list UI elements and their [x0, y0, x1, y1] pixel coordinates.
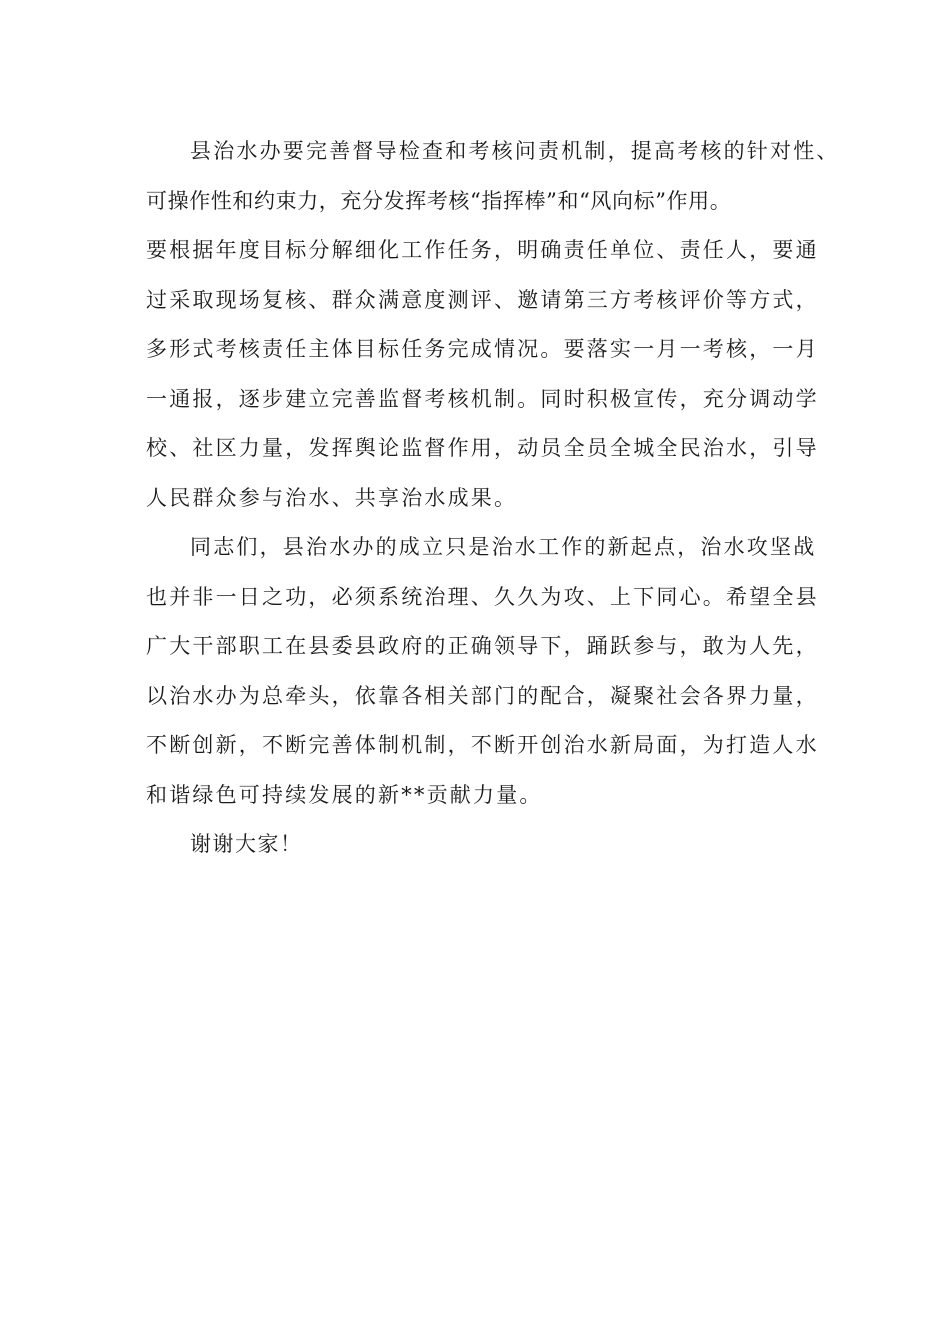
paragraph-2-line-5: 不断创新，不断完善体制机制，不断开创治水新局面，为打造人水: [146, 733, 819, 757]
paragraph-1-line-1: 县治水办要完善督导检查和考核问责机制，提高考核的针对性、: [190, 139, 840, 163]
paragraph-1-line-7: 校、社区力量，发挥舆论监督作用，动员全员全城全民治水，引导: [146, 436, 819, 460]
paragraph-1-line-4: 过采取现场复核、群众满意度测评、邀请第三方考核评价等方式，: [146, 287, 819, 312]
paragraph-2-line-6: 和谐绿色可持续发展的新**贡献力量。: [146, 782, 543, 807]
closing-thanks: 谢谢大家！: [190, 832, 303, 856]
paragraph-1-line-8: 人民群众参与治水、共享治水成果。: [146, 485, 518, 510]
paragraph-1-line-6: 一通报，逐步建立完善监督考核机制。同时积极宣传，充分调动学: [146, 386, 819, 411]
body-text: [146, 133, 840, 876]
paragraph-2-line-1: 同志们，县治水办的成立只是治水工作的新起点，治水攻坚战: [190, 535, 817, 559]
paragraph-2-line-3: 广大干部职工在县委县政府的正确领导下，踊跃参与，敢为人先，: [146, 634, 819, 658]
paragraph-1-line-5: 多形式考核责任主体目标任务完成情况。要落实一月一考核，一月: [146, 337, 819, 361]
paragraph-1-line-2: 可操作性和约束力，充分发挥考核“指挥棒”和“风向标”作用。: [146, 188, 732, 213]
paragraph-2-line-4: 以治水办为总牵头，依靠各相关部门的配合，凝聚社会各界力量，: [146, 683, 819, 708]
paragraph-1-line-3: 要根据年度目标分解细化工作任务，明确责任单位、责任人，要通: [146, 238, 819, 262]
paragraph-2-line-2: 也并非一日之功，必须系统治理、久久为攻、上下同心。希望全县: [146, 584, 819, 609]
